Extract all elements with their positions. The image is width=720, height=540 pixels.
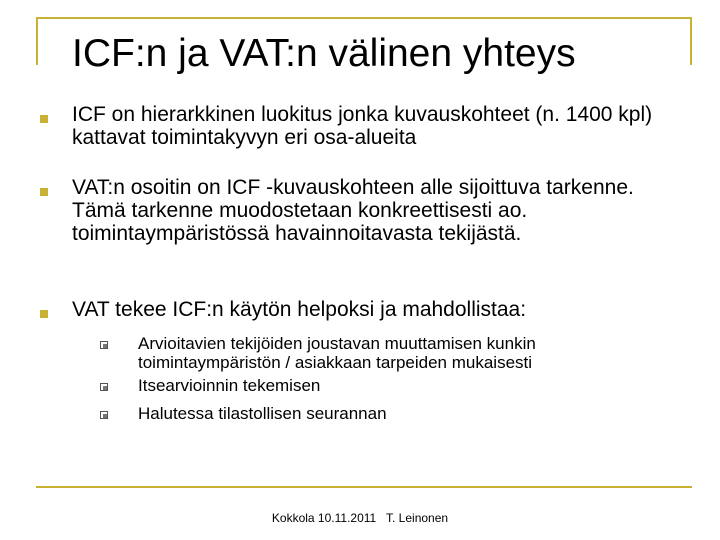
square-bullet-icon (40, 310, 48, 318)
hollow-square-bullet-icon (100, 411, 108, 419)
title-frame-left-rule (36, 17, 38, 65)
footer-rule (36, 486, 692, 488)
title-frame-top-rule (36, 17, 692, 19)
square-bullet-icon (40, 188, 48, 196)
sub-bullet-text: Itsearvioinnin tekemisen (138, 376, 321, 395)
footer-place-date: Kokkola 10.11.2011 (271, 511, 377, 525)
bullet-text: ICF on hierarkkinen luokitus jonka kuvauskohteet (n. 1400 kpl) kattavat toimintakyvyn eri osa-alueita (72, 103, 653, 149)
sub-bullet-text: Halutessa tilastollisen seurannan (138, 404, 387, 423)
hollow-square-bullet-icon (100, 341, 108, 349)
footer (0, 511, 720, 525)
footer-author: T. Leinonen (386, 511, 449, 525)
hollow-square-bullet-icon (100, 383, 108, 391)
bullet-text: VAT:n osoitin on ICF -kuvauskohteen alle sijoittuva tarkenne. Tämä tarkenne muodostetaan konkreettisesti ao. toimintaympäristössä havainnoitavasta tekijästä. (72, 176, 634, 245)
sub-bullet-text: Arvioitavien tekijöiden joustavan muuttamisen kunkin toimintaympäristön / asiakkaan tarpeiden mukaisesti (138, 334, 536, 372)
slide-title: ICF:n ja VAT:n välinen yhteys (72, 32, 576, 75)
title-frame-right-rule (690, 17, 692, 65)
bullet-text: VAT tekee ICF:n käytön helpoksi ja mahdollistaa: (72, 298, 527, 321)
square-bullet-icon (40, 115, 48, 123)
